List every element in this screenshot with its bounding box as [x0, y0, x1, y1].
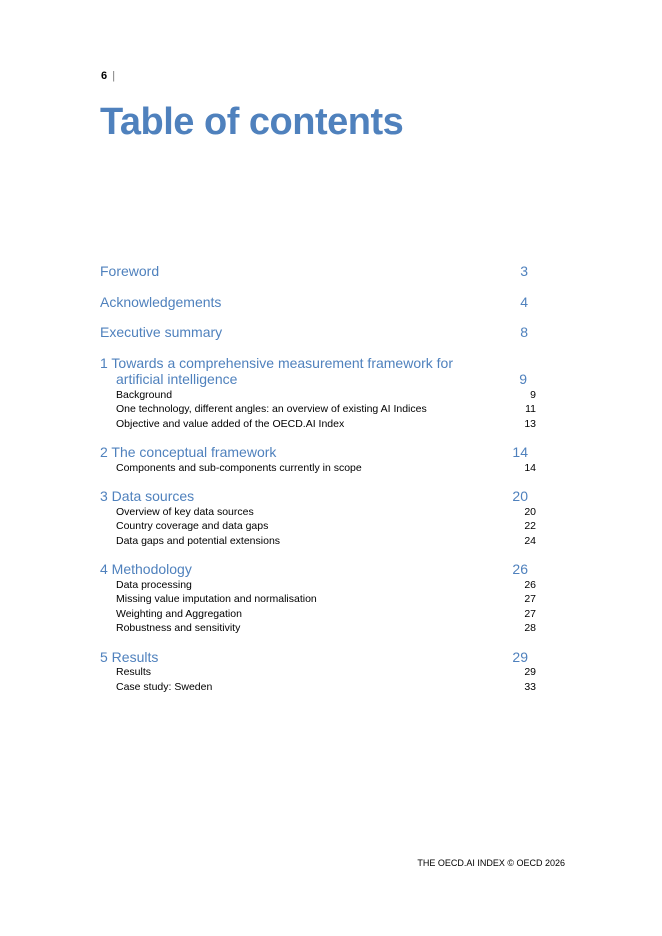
toc-chapter-page: 14 [512, 444, 528, 460]
toc-section-page: 20 [524, 505, 536, 518]
toc-chapter-title[interactable]: 3 Data sources [100, 488, 195, 504]
toc-section-page: 27 [524, 593, 536, 605]
toc-section-page: 24 [524, 534, 536, 547]
toc-chapter-row[interactable] [100, 324, 536, 341]
page-footer: THE OECD.AI INDEX © OECD 2026 [417, 858, 565, 868]
toc-section-row[interactable] [100, 402, 536, 417]
toc-chapter-row[interactable] [100, 355, 536, 388]
toc-chapter-title[interactable]: Foreword [100, 263, 160, 279]
table-of-contents [100, 263, 536, 707]
toc-chapter [100, 444, 536, 475]
page-number: 6 [101, 70, 108, 82]
toc-section-page: 33 [524, 680, 536, 693]
toc-section-page: 11 [525, 403, 536, 415]
toc-chapter-title[interactable]: 4 Methodology [100, 561, 192, 577]
toc-section-page: 9 [530, 388, 536, 401]
toc-section-title[interactable]: Country coverage and data gaps [116, 520, 269, 532]
toc-section-page: 13 [524, 417, 536, 430]
toc-section-title[interactable]: Robustness and sensitivity [116, 622, 241, 634]
toc-section-title[interactable]: One technology, different angles: an overview of existing AI Indices [116, 403, 427, 415]
toc-chapter [100, 294, 536, 311]
toc-section-page: 22 [524, 520, 536, 532]
toc-section-title[interactable]: Case study: Sweden [116, 680, 213, 693]
toc-section-row[interactable] [100, 607, 536, 622]
toc-section-row[interactable] [100, 505, 536, 520]
toc-chapter-title[interactable]: 5 Results [100, 648, 159, 665]
toc-section-row[interactable] [100, 592, 536, 607]
toc-section-row[interactable] [100, 578, 536, 593]
toc-chapter-page: 29 [512, 648, 528, 665]
toc-chapter [100, 488, 536, 548]
toc-section-title[interactable]: Data gaps and potential extensions [116, 534, 281, 547]
toc-section-row[interactable] [100, 461, 536, 476]
toc-section-row[interactable] [100, 665, 536, 680]
toc-section-title[interactable]: Weighting and Aggregation [116, 607, 242, 620]
toc-chapter-page: 20 [512, 488, 528, 504]
toc-chapter-title[interactable]: 2 The conceptual framework [100, 444, 277, 460]
toc-chapter-row[interactable] [100, 649, 536, 666]
page-title: Table of contents [100, 101, 404, 143]
toc-section-title[interactable]: Missing value imputation and normalisation [116, 593, 317, 605]
toc-chapter-row[interactable] [100, 444, 536, 461]
toc-chapter [100, 649, 536, 695]
toc-chapter-row[interactable] [100, 263, 536, 280]
toc-section-row[interactable] [100, 388, 536, 403]
header-separator: | [112, 70, 116, 82]
toc-chapter [100, 355, 536, 432]
toc-chapter [100, 263, 536, 280]
toc-chapter [100, 561, 536, 636]
toc-chapter-page: 3 [520, 263, 528, 279]
toc-chapter-page: 8 [520, 324, 528, 340]
toc-chapter-title[interactable]: Acknowledgements [100, 293, 222, 310]
toc-section-title[interactable]: Results [116, 666, 152, 678]
toc-section-title[interactable]: Background [116, 388, 173, 401]
toc-section-title[interactable]: Components and sub-components currently in scope [116, 461, 362, 474]
toc-section-row[interactable] [100, 519, 536, 534]
page-header [101, 70, 115, 82]
toc-section-row[interactable] [100, 680, 536, 695]
toc-chapter-title[interactable]: 1 Towards a comprehensive measurement framework for artificial intelligence [100, 354, 454, 387]
toc-chapter-page: 9 [519, 371, 527, 387]
toc-chapter-row[interactable] [100, 294, 536, 311]
toc-chapter-row[interactable] [100, 488, 536, 505]
toc-section-page: 29 [524, 666, 536, 678]
toc-section-title[interactable]: Data processing [116, 578, 192, 591]
toc-section-title[interactable]: Overview of key data sources [116, 505, 254, 518]
toc-chapter-row[interactable] [100, 561, 536, 578]
toc-section-row[interactable] [100, 621, 536, 636]
toc-section-row[interactable] [100, 417, 536, 432]
toc-section-page: 26 [524, 578, 536, 591]
toc-chapter-title[interactable]: Executive summary [100, 324, 223, 340]
toc-chapter-page: 4 [520, 293, 528, 310]
toc-section-page: 28 [524, 622, 536, 634]
toc-section-title[interactable]: Objective and value added of the OECD.AI Index [116, 417, 345, 430]
toc-section-row[interactable] [100, 534, 536, 549]
toc-chapter-page: 26 [512, 561, 528, 577]
toc-chapter [100, 324, 536, 341]
toc-section-page: 27 [524, 607, 536, 620]
toc-section-page: 14 [524, 461, 536, 474]
